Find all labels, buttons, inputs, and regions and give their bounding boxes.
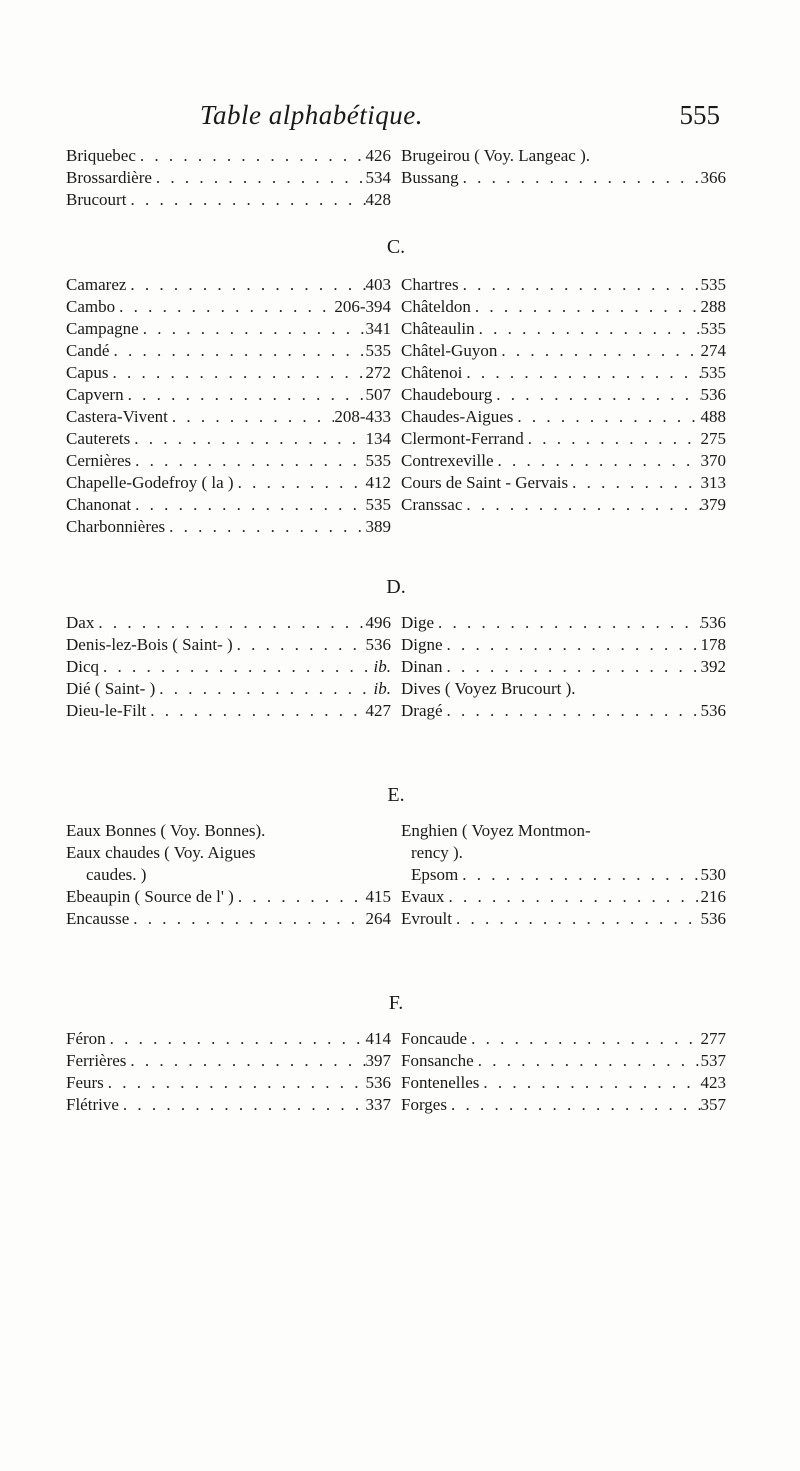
index-entry (401, 700, 726, 722)
entry-page: 536 (700, 909, 726, 928)
index-entry (66, 656, 391, 678)
section-letter: D. (386, 576, 406, 598)
index-entry (66, 472, 391, 494)
index-section-c (66, 232, 726, 538)
entry-page: 507 (365, 385, 391, 404)
entry-name: Châteaulin (401, 319, 475, 338)
index-entry (401, 167, 726, 189)
leader-dots (497, 340, 700, 362)
entry-page: 488 (700, 407, 726, 426)
entry-page: 535 (365, 451, 391, 470)
leader-dots (459, 167, 701, 189)
index-row (66, 1094, 726, 1116)
entry-page: 535 (365, 495, 391, 514)
entry-name: Evaux (401, 887, 445, 906)
leader-dots (443, 634, 701, 656)
index-row (66, 516, 726, 538)
entry-page: 366 (700, 168, 726, 187)
leader-dots (109, 340, 365, 362)
index-row (66, 189, 726, 211)
entry-name: Chartres (401, 275, 459, 294)
index-entry (66, 864, 401, 886)
index-row (66, 1028, 726, 1050)
entry-name: Cauterets (66, 429, 131, 448)
entry-name: Châtel-Guyon (401, 341, 498, 360)
entry-page: 264 (365, 909, 391, 928)
leader-dots (126, 1050, 365, 1072)
index-row (66, 406, 726, 428)
index-entry (401, 362, 726, 384)
entry-name: Campagne (66, 319, 139, 338)
entry-name: Eaux chaudes ( Voy. Aigues (66, 843, 256, 862)
index-entry (401, 318, 726, 340)
entry-name: Candé (66, 341, 110, 360)
index-section-d (66, 572, 726, 722)
leader-dots (106, 1028, 366, 1050)
leader-dots (109, 362, 366, 384)
index-row (66, 428, 726, 450)
index-entry (401, 340, 726, 362)
index-entry (66, 318, 391, 340)
entry-page: 341 (365, 319, 391, 338)
entry-name: Capvern (66, 385, 124, 404)
entry-page: 389 (365, 517, 391, 536)
entry-name: Ferrières (66, 1051, 127, 1070)
index-entry (66, 450, 391, 472)
index-entry (401, 274, 726, 296)
index-entry (66, 1050, 391, 1072)
leader-dots (129, 908, 365, 930)
entry-page: 536 (700, 613, 726, 632)
entry-page: 206-394 (334, 297, 391, 316)
entry-name: Châteldon (401, 297, 471, 316)
entry-name: caudes. ) (86, 865, 147, 884)
index-entry (401, 886, 726, 908)
entry-name: Evroult (401, 909, 452, 928)
index-entry (401, 296, 726, 318)
leader-dots (452, 908, 701, 930)
entry-page: 357 (700, 1095, 726, 1114)
leader-dots (165, 516, 365, 538)
entry-page: 288 (700, 297, 726, 316)
index-row (66, 472, 726, 494)
entry-name: Camarez (66, 275, 127, 294)
section-letter: E. (387, 784, 405, 806)
index-entry (401, 406, 726, 428)
entry-page: 537 (700, 1051, 726, 1070)
section-letter: C. (386, 236, 406, 258)
entry-page: 536 (365, 635, 391, 654)
entry-name: Dinan (401, 657, 443, 676)
entry-name: Capus (66, 363, 109, 382)
index-entry (401, 612, 726, 634)
index-entry (401, 1050, 726, 1072)
leader-dots (146, 700, 365, 722)
leader-dots (233, 634, 366, 656)
index-entry (66, 384, 391, 406)
entry-name: Cambo (66, 297, 116, 316)
entry-name: Dives ( Voyez Brucourt ). (401, 679, 576, 698)
entry-name: Châtenoi (401, 363, 463, 382)
leader-dots (479, 1072, 700, 1094)
entry-page: 536 (700, 385, 726, 404)
index-row (66, 318, 726, 340)
index-entry (66, 516, 391, 538)
leader-dots (513, 406, 700, 428)
index-row (66, 864, 726, 886)
entry-page: 496 (365, 613, 391, 632)
index-entry (66, 428, 391, 450)
leader-dots (462, 494, 700, 516)
entry-page: 427 (365, 701, 391, 720)
index-entry (66, 189, 391, 211)
index-row (66, 296, 726, 318)
entry-page: 536 (365, 1073, 391, 1092)
entry-name: Epsom (411, 865, 459, 884)
leader-dots (471, 296, 701, 318)
index-entry (401, 908, 726, 930)
entry-page: ib. (373, 657, 391, 676)
index-entry (66, 406, 391, 428)
entry-page: 337 (365, 1095, 391, 1114)
leader-dots (492, 384, 700, 406)
entry-page: 534 (365, 168, 391, 187)
entry-name: Dax (66, 613, 95, 632)
entry-name: Ebeaupin ( Source de l' ) (66, 887, 234, 906)
entry-name: Denis-lez-Bois ( Saint- ) (66, 635, 233, 654)
index-entry (66, 167, 391, 189)
leader-dots (458, 864, 700, 886)
page-header (200, 100, 720, 140)
entry-page: 535 (365, 341, 391, 360)
leader-dots (131, 450, 365, 472)
entry-name: Briquebec (66, 146, 136, 165)
entry-name: Chaudes-Aigues (401, 407, 514, 426)
index-entry (66, 1072, 391, 1094)
entry-page: 216 (700, 887, 726, 906)
index-row (66, 340, 726, 362)
index-row (66, 384, 726, 406)
leader-dots (94, 612, 365, 634)
index-entry (401, 428, 726, 450)
index-entry (401, 384, 726, 406)
index-entry (66, 145, 391, 167)
index-entry (66, 678, 391, 700)
entry-page: 272 (365, 363, 391, 382)
index-row (66, 1050, 726, 1072)
entry-name: Fonsanche (401, 1051, 474, 1070)
index-entry (66, 362, 391, 384)
entry-page: 397 (365, 1051, 391, 1070)
leader-dots (119, 1094, 366, 1116)
leader-dots (474, 1050, 701, 1072)
entry-page: 392 (700, 657, 726, 676)
index-entry (401, 820, 726, 842)
entry-page: 414 (365, 1029, 391, 1048)
index-entry (66, 700, 391, 722)
index-row (66, 842, 726, 864)
entry-name: Flétrive (66, 1095, 119, 1114)
index-row (66, 908, 726, 930)
leader-dots (434, 612, 700, 634)
entry-page: 208-433 (334, 407, 391, 426)
index-row (66, 145, 726, 167)
index-row (66, 450, 726, 472)
index-section-f (66, 988, 726, 1116)
leader-dots (494, 450, 701, 472)
entry-page: 403 (365, 275, 391, 294)
entry-page: 536 (700, 701, 726, 720)
leader-dots (99, 656, 373, 678)
entry-name: Forges (401, 1095, 447, 1114)
leader-dots (234, 472, 366, 494)
entry-page: 277 (700, 1029, 726, 1048)
index-entry (401, 656, 726, 678)
entry-page: 535 (700, 275, 726, 294)
leader-dots (467, 1028, 700, 1050)
page-title: Table alphabétique. (200, 100, 423, 130)
entry-name: Dicq (66, 657, 100, 676)
entry-name: Cranssac (401, 495, 463, 514)
entry-name: Chaudebourg (401, 385, 493, 404)
entry-page: ib. (373, 679, 391, 698)
entry-page: 313 (700, 473, 726, 492)
entry-name: Eaux Bonnes ( Voy. Bonnes). (66, 821, 266, 840)
index-row (66, 274, 726, 296)
leader-dots (234, 886, 366, 908)
index-entry (66, 612, 391, 634)
leader-dots (124, 384, 366, 406)
entry-page: 530 (700, 865, 726, 884)
entry-name: Dragé (401, 701, 443, 720)
entry-page: 426 (365, 146, 391, 165)
index-entry (401, 494, 726, 516)
leader-dots (139, 318, 366, 340)
index-entry (401, 472, 726, 494)
entry-name: Dié ( Saint- ) (66, 679, 156, 698)
index-entry (66, 494, 391, 516)
entry-name: Contrexeville (401, 451, 494, 470)
index-row (66, 494, 726, 516)
entry-name: Bussang (401, 168, 459, 187)
leader-dots (462, 362, 700, 384)
entry-page: 412 (365, 473, 391, 492)
index-entry (401, 1094, 726, 1116)
index-entry (66, 820, 391, 842)
entry-page: 423 (700, 1073, 726, 1092)
leader-dots (447, 1094, 701, 1116)
entry-page: 274 (700, 341, 726, 360)
leader-dots (152, 167, 366, 189)
leader-dots (443, 700, 701, 722)
entry-page: 134 (365, 429, 391, 448)
entry-name: Chapelle-Godefroy ( la ) (66, 473, 234, 492)
leader-dots (126, 189, 365, 211)
entry-page: 415 (365, 887, 391, 906)
entry-name: Cernières (66, 451, 132, 470)
entry-page: 535 (700, 319, 726, 338)
leader-dots (130, 428, 365, 450)
leader-dots (524, 428, 701, 450)
entry-name: Dieu-le-Filt (66, 701, 147, 720)
leader-dots (104, 1072, 366, 1094)
index-section-e (66, 780, 726, 930)
index-row (66, 167, 726, 189)
section-letter: F. (388, 992, 404, 1014)
index-row (66, 656, 726, 678)
entry-name: Feurs (66, 1073, 104, 1092)
entry-name: rency ). (411, 843, 463, 862)
leader-dots (136, 145, 366, 167)
index-row (66, 1072, 726, 1094)
entry-name: Enghien ( Voyez Montmon- (401, 821, 591, 840)
index-entry (66, 842, 381, 864)
entry-page: 379 (700, 495, 726, 514)
index-entry (401, 678, 726, 700)
index-entry (401, 634, 726, 656)
entry-name: Brugeirou ( Voy. Langeac ). (401, 146, 590, 165)
index-row (66, 362, 726, 384)
leader-dots (131, 494, 365, 516)
index-row (66, 820, 726, 842)
index-entry (66, 296, 391, 318)
index-entry (401, 1072, 726, 1094)
index-row (66, 612, 726, 634)
index-entry (401, 1028, 726, 1050)
index-entry (66, 1028, 391, 1050)
page-number: 555 (679, 100, 720, 130)
index-entry (411, 864, 726, 886)
index-entry (66, 908, 391, 930)
index-entry (66, 340, 391, 362)
index-row (66, 886, 726, 908)
index-row (66, 678, 726, 700)
entry-name: Chanonat (66, 495, 132, 514)
index-entry (391, 842, 726, 864)
leader-dots (126, 274, 365, 296)
entry-page: 178 (700, 635, 726, 654)
index-entry (66, 274, 391, 296)
leader-dots (568, 472, 700, 494)
entry-page: 370 (700, 451, 726, 470)
leader-dots (475, 318, 701, 340)
entry-name: Clermont-Ferrand (401, 429, 524, 448)
entry-name: Dige (401, 613, 435, 632)
index-entry (66, 634, 391, 656)
entry-name: Fontenelles (401, 1073, 480, 1092)
leader-dots (168, 406, 334, 428)
entry-name: Digne (401, 635, 443, 654)
index-row (66, 700, 726, 722)
entry-page: 428 (365, 190, 391, 209)
entry-page: 275 (700, 429, 726, 448)
index-section-b (66, 145, 726, 211)
index-row (66, 634, 726, 656)
index-entry (401, 450, 726, 472)
index-entry (401, 145, 726, 167)
entry-page: 535 (700, 363, 726, 382)
index-entry (66, 886, 391, 908)
leader-dots (443, 656, 701, 678)
entry-name: Féron (66, 1029, 106, 1048)
leader-dots (115, 296, 334, 318)
leader-dots (155, 678, 373, 700)
entry-name: Charbonnières (66, 517, 166, 536)
index-entry (66, 1094, 391, 1116)
leader-dots (444, 886, 700, 908)
entry-name: Cours de Saint - Gervais (401, 473, 569, 492)
entry-name: Foncaude (401, 1029, 468, 1048)
leader-dots (459, 274, 701, 296)
entry-name: Brossardière (66, 168, 152, 187)
entry-name: Brucourt (66, 190, 127, 209)
entry-name: Encausse (66, 909, 130, 928)
entry-name: Castera-Vivent (66, 407, 168, 426)
